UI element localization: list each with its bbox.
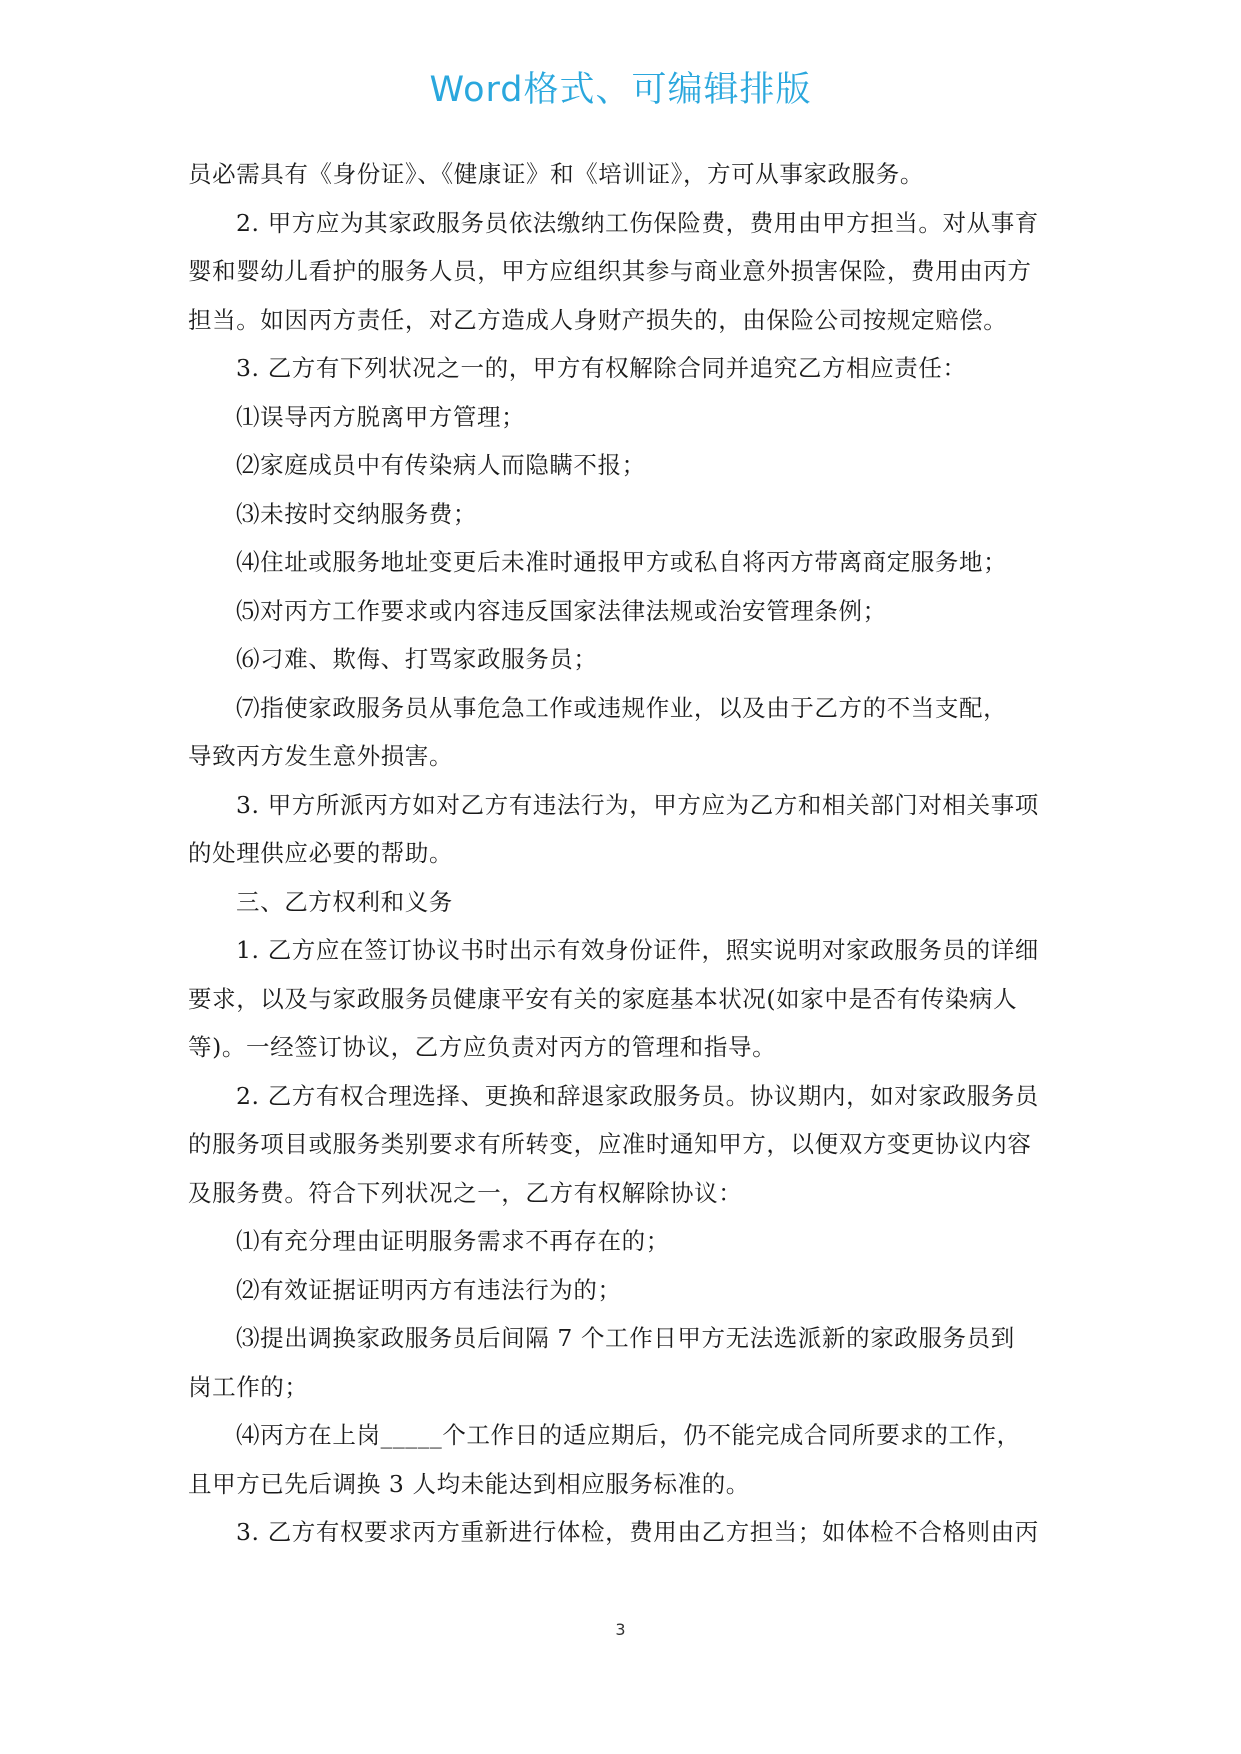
- paragraph-line: 3. 乙方有权要求丙方重新进行体检，费用由乙方担当；如体检不合格则由丙: [236, 1518, 1039, 1546]
- paragraph-line: 的服务项目或服务类别要求有所转变，应准时通知甲方，以便双方变更协议内容: [188, 1130, 1032, 1158]
- paragraph-line: 2. 乙方有权合理选择、更换和辞退家政服务员。协议期内，如对家政服务员: [236, 1081, 1039, 1110]
- paragraph-line: 3. 甲方所派丙方如对乙方有违法行为，甲方应为乙方和相关部门对相关事项: [236, 790, 1039, 819]
- list-item: ⑴有充分理由证明服务需求不再存在的；: [236, 1227, 670, 1255]
- paragraph-line: 1. 乙方应在签订协议书时出示有效身份证件，照实说明对家政服务员的详细: [236, 936, 1039, 964]
- paragraph-line: 导致丙方发生意外损害。: [188, 742, 454, 770]
- document-body: [188, 150, 1058, 1557]
- paragraph-line: 要求，以及与家政服务员健康平安有关的家庭基本状况(如家中是否有传染病人: [188, 984, 1018, 1013]
- list-item: ⑵有效证据证明丙方有违法行为的；: [236, 1275, 622, 1304]
- paragraph-line: 且甲方已先后调换 3 人均未能达到相应服务标准的。: [188, 1469, 750, 1498]
- list-item: ⑶提出调换家政服务员后间隔 7 个工作日甲方无法选派新的家政服务员到: [236, 1324, 1015, 1352]
- paragraph-line: 岗工作的；: [188, 1372, 309, 1401]
- paragraph-line: 及服务费。符合下列状况之一，乙方有权解除协议：: [188, 1178, 743, 1207]
- section-heading: 三、乙方权利和义务: [236, 887, 453, 916]
- list-item: ⑸对丙方工作要求或内容违反国家法律法规或治安管理条例；: [236, 596, 887, 625]
- paragraph-line: 2. 甲方应为其家政服务员依法缴纳工伤保险费，费用由甲方担当。对从事育: [236, 208, 1039, 237]
- list-item: ⑵家庭成员中有传染病人而隐瞒不报；: [236, 451, 646, 479]
- paragraph-line: 员必需具有《身份证》、《健康证》和《培训证》，方可从事家政服务。: [188, 160, 924, 188]
- list-item: ⑷丙方在上岗_____个工作日的适应期后，仍不能完成合同所要求的工作，: [236, 1421, 1021, 1449]
- list-item: ⑹刁难、欺侮、打骂家政服务员；: [236, 645, 598, 673]
- paragraph-line: 的处理供应必要的帮助。: [188, 839, 454, 867]
- page-number: 3: [615, 1620, 626, 1639]
- list-item: ⑴误导丙方脱离甲方管理；: [236, 402, 526, 431]
- list-item: ⑶未按时交纳服务费；: [236, 499, 477, 528]
- paragraph-line: 等)。一经签订协议，乙方应负责对丙方的管理和指导。: [188, 1033, 777, 1061]
- list-item: ⑺指使家政服务员从事危急工作或违规作业，以及由于乙方的不当支配，: [236, 693, 1008, 722]
- paragraph-line: 婴和婴幼儿看护的服务人员，甲方应组织其参与商业意外损害保险，费用由丙方: [188, 257, 1032, 285]
- paragraph-line: 担当。如因丙方责任，对乙方造成人身财产损失的，由保险公司按规定赔偿。: [188, 305, 1008, 334]
- page-header-title: Word格式、可编辑排版: [429, 70, 812, 110]
- paragraph-line: 3. 乙方有下列状况之一的，甲方有权解除合同并追究乙方相应责任：: [236, 354, 967, 382]
- list-item: ⑷住址或服务地址变更后未准时通报甲方或私自将丙方带离商定服务地；: [236, 548, 1008, 576]
